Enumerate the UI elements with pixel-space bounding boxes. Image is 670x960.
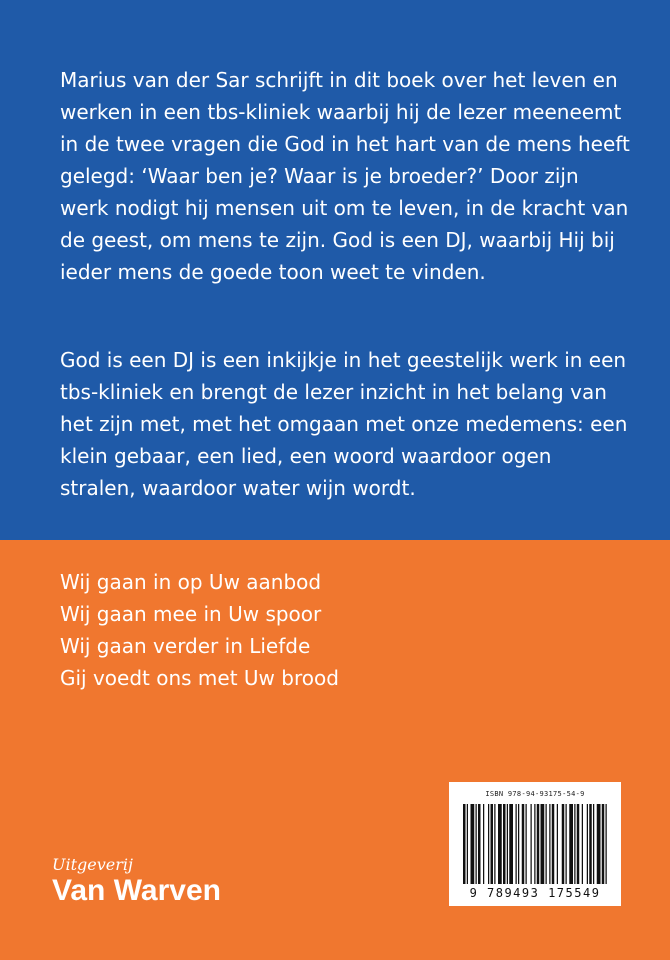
barcode-bar: [534, 804, 535, 884]
publisher-prefix: Uitgeverij: [52, 855, 133, 874]
blurb-paragraph-2: God is een DJ is een inkijkje in het geestelijk werk in een tbs-kliniek en brengt de lezer inzicht in het belang van het zijn met, met het omgaan met onze medemens: een klein gebaar, een lied, een woord waardoor ogen stralen, waardoor water wijn wordt.: [60, 348, 628, 500]
barcode-bar: [503, 804, 506, 884]
barcode-bar: [491, 804, 494, 884]
barcode-bar: [546, 804, 547, 884]
barcode-bar: [569, 804, 573, 884]
barcode-bar: [589, 804, 592, 884]
barcode-bar: [498, 804, 502, 884]
barcode-digits: 9 789493 175549: [469, 886, 601, 900]
barcode-bar: [463, 804, 466, 884]
barcode-bar: [488, 804, 489, 884]
publisher-name: Van Warven: [52, 874, 221, 907]
barcode-bar: [478, 804, 481, 884]
isbn-label: ISBN 978-94-93175-54-9: [485, 790, 585, 798]
barcode-bar: [587, 804, 588, 884]
barcode-bar: [526, 804, 527, 884]
barcode-bar: [537, 804, 540, 884]
barcode-box: [449, 782, 621, 906]
barcode-bar: [566, 804, 567, 884]
barcode-bar: [541, 804, 545, 884]
barcode-bar: [483, 804, 484, 884]
publisher-logo: [52, 856, 242, 908]
barcode-bar: [518, 804, 519, 884]
barcode-bar: [467, 804, 468, 884]
barcode-bar: [557, 804, 558, 884]
barcode-bar: [471, 804, 475, 884]
barcode-bar: [562, 804, 565, 884]
barcode-icon: [463, 804, 607, 884]
barcode-bar: [516, 804, 517, 884]
barcode-bar: [509, 804, 513, 884]
barcode-bar: [549, 804, 550, 884]
poem-line-1: Wij gaan in op Uw aanbod: [60, 570, 322, 594]
poem-line-2: Wij gaan mee in Uw spoor: [60, 602, 322, 626]
poem: [60, 566, 480, 694]
barcode-bar: [597, 804, 601, 884]
barcode-bar: [602, 804, 605, 884]
barcode-bar: [552, 804, 555, 884]
barcode-bar: [593, 804, 594, 884]
barcode-bar: [606, 804, 607, 884]
blurb-paragraph-1: Marius van der Sar schrijft in dit boek over het leven en werken in een tbs-kliniek waarbij hij de lezer meeneemt in de twee vragen die God in het hart van de mens heeft gelegd: ‘Waar ben je? Waar is je broeder?’ Door zijn werk nodigt hij mensen uit om te leven, in de kracht van de geest, om mens te zijn. God is een DJ, waarbij Hij bij ieder mens de goede toon weet te vinden.: [60, 68, 630, 284]
poem-line-3: Wij gaan verder in Liefde: [60, 634, 311, 658]
barcode-bar: [494, 804, 495, 884]
barcode-bar: [507, 804, 508, 884]
barcode-bar: [476, 804, 477, 884]
barcode-bar: [577, 804, 580, 884]
poem-line-4: Gij voedt ons met Uw brood: [60, 666, 339, 690]
barcode-bar: [574, 804, 575, 884]
barcode-bar: [582, 804, 583, 884]
barcode-bar: [522, 804, 525, 884]
barcode-bar: [531, 804, 532, 884]
